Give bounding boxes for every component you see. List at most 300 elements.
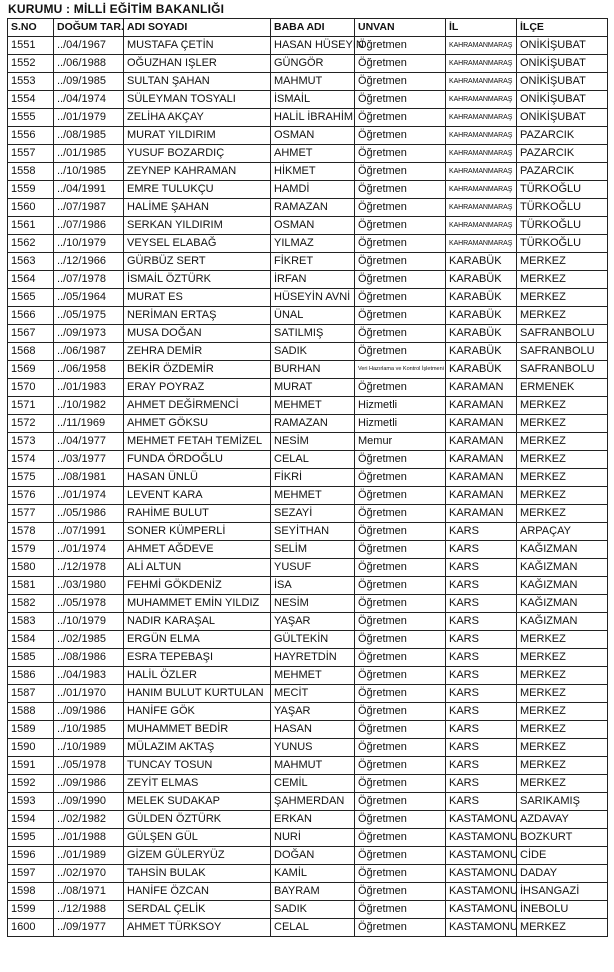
cell-adi-soyadi: ZEHRA DEMİR xyxy=(124,343,271,361)
cell-dogum-tarihi: ../01/1989 xyxy=(54,847,124,865)
cell-il: KARS xyxy=(446,739,517,757)
cell-dogum-tarihi: ../01/1985 xyxy=(54,145,124,163)
cell-unvan: Öğretmen xyxy=(355,649,446,667)
document-title: KURUMU : MİLLİ EĞİTİM BAKANLIĞI xyxy=(8,2,225,16)
cell-il: KAHRAMANMARAŞ xyxy=(446,163,517,181)
cell-dogum-tarihi: ../06/1988 xyxy=(54,55,124,73)
cell-il: KARAMAN xyxy=(446,469,517,487)
cell-ilce: MERKEZ xyxy=(517,631,608,649)
cell-baba-adi: FİKRİ xyxy=(271,469,355,487)
cell-dogum-tarihi: ../09/1973 xyxy=(54,325,124,343)
cell-il: KARS xyxy=(446,559,517,577)
cell-baba-adi: KAMİL xyxy=(271,865,355,883)
table-row xyxy=(8,577,608,595)
cell-il: KAHRAMANMARAŞ xyxy=(446,127,517,145)
cell-ilce: KAĞIZMAN xyxy=(517,559,608,577)
cell-unvan: Hizmetli xyxy=(355,415,446,433)
cell-unvan: Öğretmen xyxy=(355,487,446,505)
cell-dogum-tarihi: ../04/1983 xyxy=(54,667,124,685)
cell-baba-adi: NESİM xyxy=(271,595,355,613)
cell-baba-adi: HAMDİ xyxy=(271,181,355,199)
cell-il: KARS xyxy=(446,685,517,703)
cell-sno: 1580 xyxy=(8,559,54,577)
cell-unvan: Öğretmen xyxy=(355,145,446,163)
cell-ilce: TÜRKOĞLU xyxy=(517,217,608,235)
table-row xyxy=(8,487,608,505)
cell-baba-adi: İSA xyxy=(271,577,355,595)
cell-ilce: MERKEZ xyxy=(517,703,608,721)
cell-dogum-tarihi: ../01/1983 xyxy=(54,379,124,397)
cell-sno: 1598 xyxy=(8,883,54,901)
cell-sno: 1570 xyxy=(8,379,54,397)
table-row xyxy=(8,253,608,271)
cell-adi-soyadi: TUNCAY TOSUN xyxy=(124,757,271,775)
table-row xyxy=(8,523,608,541)
cell-baba-adi: ERKAN xyxy=(271,811,355,829)
table-row xyxy=(8,919,608,937)
cell-sno: 1588 xyxy=(8,703,54,721)
cell-sno: 1555 xyxy=(8,109,54,127)
cell-ilce: TÜRKOĞLU xyxy=(517,199,608,217)
cell-ilce: MERKEZ xyxy=(517,469,608,487)
cell-ilce: MERKEZ xyxy=(517,487,608,505)
cell-dogum-tarihi: ../07/1987 xyxy=(54,199,124,217)
cell-dogum-tarihi: ../08/1981 xyxy=(54,469,124,487)
cell-unvan: Öğretmen xyxy=(355,883,446,901)
cell-sno: 1567 xyxy=(8,325,54,343)
cell-baba-adi: RAMAZAN xyxy=(271,199,355,217)
table-row xyxy=(8,127,608,145)
cell-adi-soyadi: EMRE TULUKÇU xyxy=(124,181,271,199)
header-sno: S.NO xyxy=(8,19,54,37)
cell-il: KASTAMONU xyxy=(446,811,517,829)
cell-adi-soyadi: ZEYNEP KAHRAMAN xyxy=(124,163,271,181)
cell-dogum-tarihi: ../05/1978 xyxy=(54,757,124,775)
cell-baba-adi: HASAN HÜSEYİN xyxy=(271,37,355,55)
cell-dogum-tarihi: ../02/1985 xyxy=(54,631,124,649)
cell-sno: 1587 xyxy=(8,685,54,703)
cell-adi-soyadi: AHMET TÜRKSOY xyxy=(124,919,271,937)
cell-unvan: Öğretmen xyxy=(355,847,446,865)
cell-adi-soyadi: FUNDA ÖRDOĞLU xyxy=(124,451,271,469)
cell-unvan: Öğretmen xyxy=(355,613,446,631)
cell-baba-adi: HİKMET xyxy=(271,163,355,181)
cell-dogum-tarihi: ../11/1969 xyxy=(54,415,124,433)
cell-baba-adi: ÜNAL xyxy=(271,307,355,325)
cell-il: KARAMAN xyxy=(446,505,517,523)
cell-dogum-tarihi: ../07/1991 xyxy=(54,523,124,541)
cell-adi-soyadi: HALİL ÖZLER xyxy=(124,667,271,685)
cell-ilce: SAFRANBOLU xyxy=(517,343,608,361)
cell-unvan: Öğretmen xyxy=(355,775,446,793)
header-adi-soyadi: ADI SOYADI xyxy=(124,19,271,37)
cell-sno: 1577 xyxy=(8,505,54,523)
cell-ilce: ONİKİŞUBAT xyxy=(517,91,608,109)
cell-il: KASTAMONU xyxy=(446,829,517,847)
cell-ilce: PAZARCIK xyxy=(517,145,608,163)
cell-il: KARS xyxy=(446,577,517,595)
cell-il: KAHRAMANMARAŞ xyxy=(446,55,517,73)
cell-il: KARS xyxy=(446,703,517,721)
cell-sno: 1599 xyxy=(8,901,54,919)
cell-adi-soyadi: GÜLDEN ÖZTÜRK xyxy=(124,811,271,829)
cell-baba-adi: YUSUF xyxy=(271,559,355,577)
cell-ilce: KAĞIZMAN xyxy=(517,577,608,595)
cell-sno: 1597 xyxy=(8,865,54,883)
table-row xyxy=(8,469,608,487)
table-row xyxy=(8,883,608,901)
cell-sno: 1589 xyxy=(8,721,54,739)
cell-adi-soyadi: BEKİR ÖZDEMİR xyxy=(124,361,271,379)
table-row xyxy=(8,415,608,433)
cell-adi-soyadi: HANİFE GÖK xyxy=(124,703,271,721)
cell-baba-adi: MURAT xyxy=(271,379,355,397)
cell-dogum-tarihi: ../12/1966 xyxy=(54,253,124,271)
cell-ilce: MERKEZ xyxy=(517,739,608,757)
cell-sno: 1574 xyxy=(8,451,54,469)
cell-adi-soyadi: ZELİHA AKÇAY xyxy=(124,109,271,127)
cell-unvan: Öğretmen xyxy=(355,721,446,739)
cell-dogum-tarihi: ../07/1986 xyxy=(54,217,124,235)
table-row xyxy=(8,721,608,739)
cell-unvan: Öğretmen xyxy=(355,235,446,253)
cell-dogum-tarihi: ../09/1990 xyxy=(54,793,124,811)
cell-baba-adi: OSMAN xyxy=(271,127,355,145)
cell-il: KAHRAMANMARAŞ xyxy=(446,37,517,55)
cell-baba-adi: MEHMET xyxy=(271,397,355,415)
cell-sno: 1571 xyxy=(8,397,54,415)
cell-ilce: MERKEZ xyxy=(517,433,608,451)
cell-unvan: Öğretmen xyxy=(355,271,446,289)
cell-ilce: MERKEZ xyxy=(517,775,608,793)
cell-sno: 1554 xyxy=(8,91,54,109)
cell-unvan: Öğretmen xyxy=(355,325,446,343)
cell-ilce: TÜRKOĞLU xyxy=(517,235,608,253)
cell-baba-adi: BAYRAM xyxy=(271,883,355,901)
table-row xyxy=(8,829,608,847)
cell-adi-soyadi: MÜLAZIM AKTAŞ xyxy=(124,739,271,757)
cell-ilce: MERKEZ xyxy=(517,757,608,775)
cell-adi-soyadi: HANIM BULUT KURTULAN xyxy=(124,685,271,703)
cell-sno: 1562 xyxy=(8,235,54,253)
cell-il: KASTAMONU xyxy=(446,883,517,901)
cell-unvan: Öğretmen xyxy=(355,451,446,469)
cell-adi-soyadi: SERDAL ÇELİK xyxy=(124,901,271,919)
cell-unvan: Öğretmen xyxy=(355,307,446,325)
cell-dogum-tarihi: ../10/1985 xyxy=(54,163,124,181)
cell-unvan: Öğretmen xyxy=(355,577,446,595)
table-row xyxy=(8,109,608,127)
cell-dogum-tarihi: ../09/1986 xyxy=(54,775,124,793)
cell-sno: 1551 xyxy=(8,37,54,55)
cell-sno: 1584 xyxy=(8,631,54,649)
cell-il: KARS xyxy=(446,775,517,793)
table-row xyxy=(8,595,608,613)
cell-baba-adi: HALİL İBRAHİM xyxy=(271,109,355,127)
cell-dogum-tarihi: ../05/1978 xyxy=(54,595,124,613)
cell-dogum-tarihi: ../10/1985 xyxy=(54,721,124,739)
cell-il: KARABÜK xyxy=(446,307,517,325)
cell-sno: 1585 xyxy=(8,649,54,667)
cell-baba-adi: NURİ xyxy=(271,829,355,847)
cell-dogum-tarihi: ../04/1991 xyxy=(54,181,124,199)
cell-ilce: BOZKURT xyxy=(517,829,608,847)
cell-dogum-tarihi: ../05/1964 xyxy=(54,289,124,307)
cell-unvan: Öğretmen xyxy=(355,685,446,703)
cell-unvan: Öğretmen xyxy=(355,181,446,199)
cell-sno: 1591 xyxy=(8,757,54,775)
cell-baba-adi: MAHMUT xyxy=(271,757,355,775)
cell-ilce: İHSANGAZİ xyxy=(517,883,608,901)
cell-unvan: Öğretmen xyxy=(355,379,446,397)
cell-sno: 1581 xyxy=(8,577,54,595)
cell-il: KARABÜK xyxy=(446,289,517,307)
cell-sno: 1594 xyxy=(8,811,54,829)
cell-unvan: Öğretmen xyxy=(355,217,446,235)
table-row xyxy=(8,811,608,829)
cell-unvan: Öğretmen xyxy=(355,73,446,91)
cell-baba-adi: ŞAHMERDAN xyxy=(271,793,355,811)
cell-sno: 1592 xyxy=(8,775,54,793)
cell-il: KAHRAMANMARAŞ xyxy=(446,235,517,253)
cell-sno: 1552 xyxy=(8,55,54,73)
cell-baba-adi: DOĞAN xyxy=(271,847,355,865)
cell-adi-soyadi: LEVENT KARA xyxy=(124,487,271,505)
cell-adi-soyadi: YUSUF BOZARDIÇ xyxy=(124,145,271,163)
cell-baba-adi: MAHMUT xyxy=(271,73,355,91)
cell-unvan: Öğretmen xyxy=(355,505,446,523)
cell-baba-adi: OSMAN xyxy=(271,217,355,235)
cell-il: KARS xyxy=(446,523,517,541)
table-row xyxy=(8,217,608,235)
cell-sno: 1566 xyxy=(8,307,54,325)
cell-dogum-tarihi: ../01/1974 xyxy=(54,487,124,505)
table-row xyxy=(8,361,608,379)
cell-adi-soyadi: NERİMAN ERTAŞ xyxy=(124,307,271,325)
cell-dogum-tarihi: ../01/1974 xyxy=(54,541,124,559)
cell-il: KARAMAN xyxy=(446,397,517,415)
cell-unvan: Öğretmen xyxy=(355,793,446,811)
cell-sno: 1579 xyxy=(8,541,54,559)
table-row xyxy=(8,37,608,55)
table-row xyxy=(8,793,608,811)
cell-unvan: Veri Hazırlama ve Kontrol İşletmeni xyxy=(355,361,446,379)
cell-sno: 1565 xyxy=(8,289,54,307)
cell-unvan: Öğretmen xyxy=(355,127,446,145)
cell-unvan: Öğretmen xyxy=(355,469,446,487)
cell-baba-adi: SEZAYİ xyxy=(271,505,355,523)
cell-unvan: Öğretmen xyxy=(355,667,446,685)
cell-sno: 1578 xyxy=(8,523,54,541)
table-body xyxy=(8,37,608,937)
table-row xyxy=(8,73,608,91)
cell-unvan: Öğretmen xyxy=(355,829,446,847)
cell-unvan: Öğretmen xyxy=(355,919,446,937)
cell-adi-soyadi: SONER KÜMPERLİ xyxy=(124,523,271,541)
cell-unvan: Öğretmen xyxy=(355,811,446,829)
cell-dogum-tarihi: ../10/1989 xyxy=(54,739,124,757)
cell-adi-soyadi: SÜLEYMAN TOSYALI xyxy=(124,91,271,109)
cell-dogum-tarihi: ../09/1986 xyxy=(54,703,124,721)
table-row xyxy=(8,757,608,775)
cell-unvan: Memur xyxy=(355,433,446,451)
table-row xyxy=(8,433,608,451)
cell-baba-adi: İSMAİL xyxy=(271,91,355,109)
cell-dogum-tarihi: ../12/1988 xyxy=(54,901,124,919)
table-row xyxy=(8,703,608,721)
cell-baba-adi: YILMAZ xyxy=(271,235,355,253)
cell-il: KARS xyxy=(446,667,517,685)
cell-adi-soyadi: NADIR KARAŞAL xyxy=(124,613,271,631)
cell-il: KASTAMONU xyxy=(446,901,517,919)
cell-ilce: MERKEZ xyxy=(517,505,608,523)
cell-il: KARABÜK xyxy=(446,343,517,361)
table-row xyxy=(8,613,608,631)
table-row xyxy=(8,739,608,757)
table-row xyxy=(8,901,608,919)
cell-ilce: KAĞIZMAN xyxy=(517,595,608,613)
cell-baba-adi: SEYİTHAN xyxy=(271,523,355,541)
cell-il: KAHRAMANMARAŞ xyxy=(446,91,517,109)
cell-ilce: MERKEZ xyxy=(517,919,608,937)
cell-adi-soyadi: ERGÜN ELMA xyxy=(124,631,271,649)
cell-il: KARABÜK xyxy=(446,271,517,289)
cell-dogum-tarihi: ../06/1987 xyxy=(54,343,124,361)
cell-baba-adi: NESİM xyxy=(271,433,355,451)
cell-il: KARAMAN xyxy=(446,451,517,469)
cell-ilce: ONİKİŞUBAT xyxy=(517,109,608,127)
cell-ilce: CİDE xyxy=(517,847,608,865)
cell-dogum-tarihi: ../01/1970 xyxy=(54,685,124,703)
cell-dogum-tarihi: ../07/1978 xyxy=(54,271,124,289)
cell-ilce: MERKEZ xyxy=(517,451,608,469)
cell-ilce: SAFRANBOLU xyxy=(517,325,608,343)
cell-dogum-tarihi: ../10/1982 xyxy=(54,397,124,415)
cell-baba-adi: CELAL xyxy=(271,451,355,469)
cell-unvan: Öğretmen xyxy=(355,253,446,271)
header-baba-adi: BABA ADI xyxy=(271,19,355,37)
cell-unvan: Öğretmen xyxy=(355,559,446,577)
cell-sno: 1572 xyxy=(8,415,54,433)
cell-dogum-tarihi: ../02/1970 xyxy=(54,865,124,883)
cell-adi-soyadi: GÜRBÜZ SERT xyxy=(124,253,271,271)
cell-ilce: SARIKAMIŞ xyxy=(517,793,608,811)
cell-il: KASTAMONU xyxy=(446,919,517,937)
cell-dogum-tarihi: ../10/1979 xyxy=(54,613,124,631)
cell-il: KASTAMONU xyxy=(446,865,517,883)
table-row xyxy=(8,271,608,289)
cell-il: KARAMAN xyxy=(446,379,517,397)
cell-dogum-tarihi: ../10/1979 xyxy=(54,235,124,253)
cell-dogum-tarihi: ../08/1986 xyxy=(54,649,124,667)
cell-sno: 1568 xyxy=(8,343,54,361)
cell-adi-soyadi: RAHİME BULUT xyxy=(124,505,271,523)
cell-baba-adi: SATILMIŞ xyxy=(271,325,355,343)
cell-unvan: Öğretmen xyxy=(355,289,446,307)
cell-adi-soyadi: MUSA DOĞAN xyxy=(124,325,271,343)
cell-baba-adi: YAŞAR xyxy=(271,703,355,721)
cell-il: KAHRAMANMARAŞ xyxy=(446,73,517,91)
table-row xyxy=(8,379,608,397)
cell-baba-adi: GÜLTEKİN xyxy=(271,631,355,649)
cell-il: KARS xyxy=(446,613,517,631)
cell-adi-soyadi: İSMAİL ÖZTÜRK xyxy=(124,271,271,289)
cell-baba-adi: YUNUS xyxy=(271,739,355,757)
cell-il: KARAMAN xyxy=(446,415,517,433)
cell-unvan: Öğretmen xyxy=(355,865,446,883)
cell-dogum-tarihi: ../03/1980 xyxy=(54,577,124,595)
table-row xyxy=(8,505,608,523)
table-row xyxy=(8,397,608,415)
table-row xyxy=(8,91,608,109)
cell-dogum-tarihi: ../04/1967 xyxy=(54,37,124,55)
cell-ilce: ONİKİŞUBAT xyxy=(517,73,608,91)
cell-sno: 1563 xyxy=(8,253,54,271)
cell-sno: 1582 xyxy=(8,595,54,613)
cell-il: KARS xyxy=(446,649,517,667)
cell-dogum-tarihi: ../04/1977 xyxy=(54,433,124,451)
cell-sno: 1593 xyxy=(8,793,54,811)
table-row xyxy=(8,541,608,559)
table-row xyxy=(8,289,608,307)
cell-sno: 1600 xyxy=(8,919,54,937)
cell-ilce: MERKEZ xyxy=(517,307,608,325)
cell-adi-soyadi: MUHAMMET EMİN YILDIZ xyxy=(124,595,271,613)
cell-adi-soyadi: OĞUZHAN IŞLER xyxy=(124,55,271,73)
cell-ilce: ONİKİŞUBAT xyxy=(517,37,608,55)
cell-il: KARABÜK xyxy=(446,325,517,343)
cell-ilce: MERKEZ xyxy=(517,415,608,433)
cell-adi-soyadi: HALİME ŞAHAN xyxy=(124,199,271,217)
cell-unvan: Öğretmen xyxy=(355,541,446,559)
cell-dogum-tarihi: ../05/1975 xyxy=(54,307,124,325)
cell-baba-adi: RAMAZAN xyxy=(271,415,355,433)
cell-unvan: Öğretmen xyxy=(355,757,446,775)
cell-baba-adi: HAYRETDİN xyxy=(271,649,355,667)
cell-dogum-tarihi: ../04/1974 xyxy=(54,91,124,109)
cell-baba-adi: MECİT xyxy=(271,685,355,703)
cell-ilce: PAZARCIK xyxy=(517,127,608,145)
cell-ilce: İNEBOLU xyxy=(517,901,608,919)
cell-ilce: ERMENEK xyxy=(517,379,608,397)
cell-ilce: MERKEZ xyxy=(517,685,608,703)
table-row xyxy=(8,163,608,181)
cell-adi-soyadi: HASAN ÜNLÜ xyxy=(124,469,271,487)
table-row xyxy=(8,199,608,217)
cell-adi-soyadi: SERKAN YILDIRIM xyxy=(124,217,271,235)
cell-adi-soyadi: MELEK SUDAKAP xyxy=(124,793,271,811)
cell-baba-adi: YAŞAR xyxy=(271,613,355,631)
cell-il: KAHRAMANMARAŞ xyxy=(446,145,517,163)
table-row xyxy=(8,649,608,667)
cell-unvan: Öğretmen xyxy=(355,595,446,613)
cell-baba-adi: FİKRET xyxy=(271,253,355,271)
cell-ilce: MERKEZ xyxy=(517,397,608,415)
cell-dogum-tarihi: ../05/1986 xyxy=(54,505,124,523)
cell-adi-soyadi: ESRA TEPEBAŞI xyxy=(124,649,271,667)
cell-ilce: ARPAÇAY xyxy=(517,523,608,541)
table-row xyxy=(8,145,608,163)
header-ilce: İLÇE xyxy=(517,19,608,37)
cell-ilce: MERKEZ xyxy=(517,253,608,271)
table-row xyxy=(8,343,608,361)
cell-sno: 1573 xyxy=(8,433,54,451)
cell-adi-soyadi: MUHAMMET BEDİR xyxy=(124,721,271,739)
cell-baba-adi: CELAL xyxy=(271,919,355,937)
cell-il: KARAMAN xyxy=(446,433,517,451)
cell-il: KARAMAN xyxy=(446,487,517,505)
cell-ilce: SAFRANBOLU xyxy=(517,361,608,379)
